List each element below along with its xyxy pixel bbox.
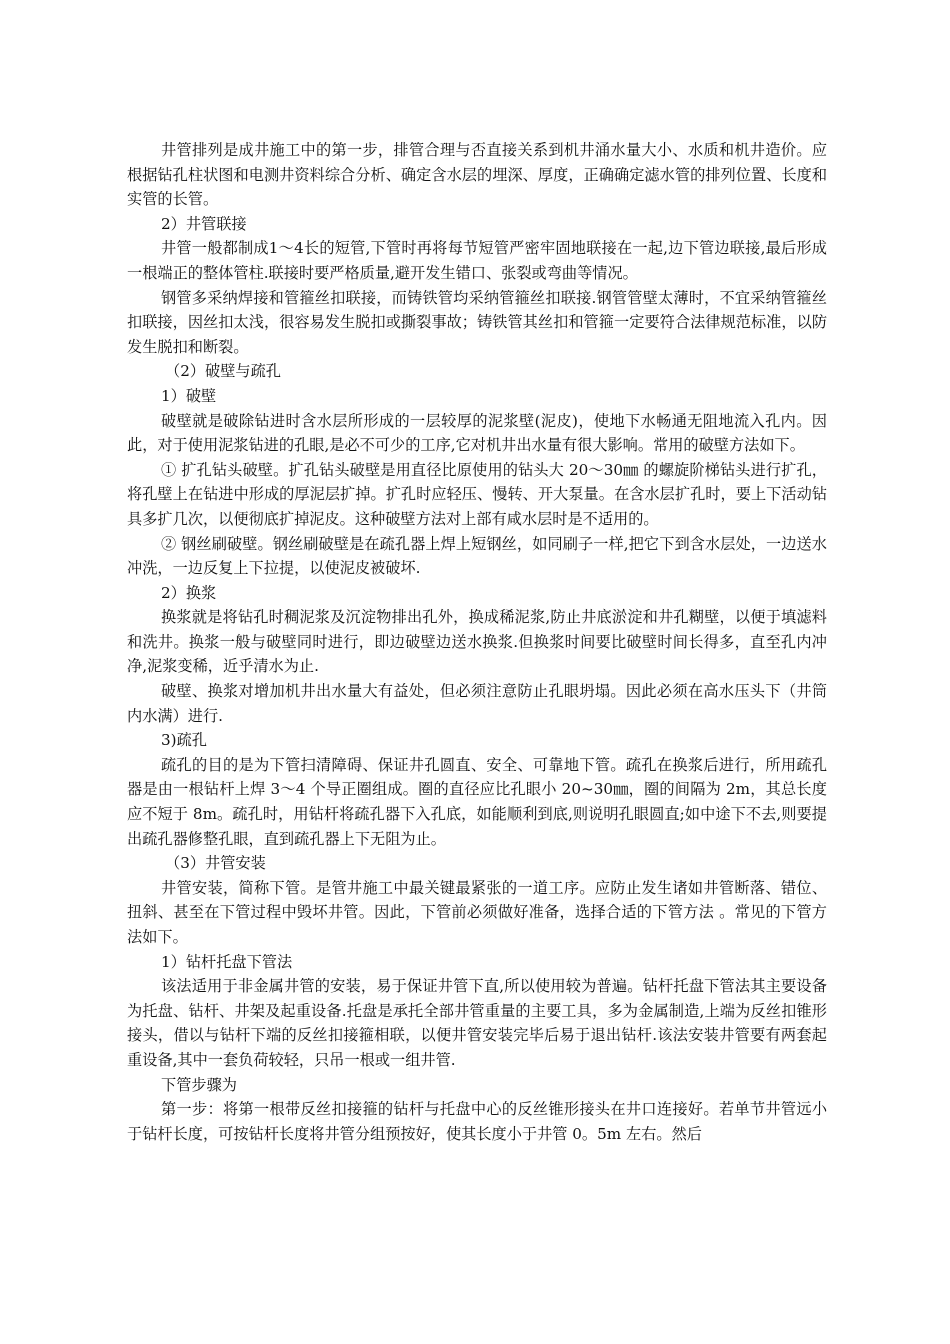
section-heading: 2）换浆 [161, 583, 217, 602]
section-heading: 3)疏孔 [161, 731, 207, 750]
section-heading: 下管步骤为 [161, 1075, 237, 1094]
paragraph: 井管一般都制成1～4长的短管,下管时再将每节短管严密牢固地联接在一起,边下管边联接,最后形成一根端正的整体管柱.联接时要严格质量,避开发生错口、张裂或弯曲等情况。 [127, 239, 827, 282]
section-heading: （3）井管安装 [165, 854, 266, 873]
paragraph: ② 钢丝刷破壁。钢丝刷破壁是在疏孔器上焊上短钢丝，如同刷子一样,把它下到含水层处，一边送水冲洗，一边反复上下拉提，以使泥皮被破坏. [127, 534, 827, 578]
paragraph: 换浆就是将钻孔时稠泥浆及沉淀物排出孔外，换成稀泥浆,防止井底淤淀和井孔糊壁，以便于填滤料和洗井。换浆一般与破壁同时进行，即边破壁边送水换浆.但换浆时间要比破壁时间长得多，直至孔内冲净,泥浆变稀，近乎清水为止. [127, 608, 827, 676]
paragraph: 井管安装，简称下管。是管井施工中最关键最紧张的一道工序。应防止发生诸如井管断落、错位、扭斜、甚至在下管过程中毁坏井管。因此，下管前必须做好准备，选择合适的下管方法 。常见的下管方法如下。 [127, 878, 827, 946]
paragraph: 钢管多采纳焊接和管箍丝扣联接，而铸铁管均采纳管箍丝扣联接.钢管管壁太薄时，不宜采纳管箍丝扣联接，因丝扣太浅，很容易发生脱扣或撕裂事故；铸铁管其丝扣和管箍一定要符合法律规范标准，以防发生脱扣和断裂。 [127, 288, 827, 356]
section-heading: 1）钻杆托盘下管法 [161, 952, 293, 971]
section-heading: 2）井管联接 [161, 214, 247, 233]
paragraph: 井管排列是成井施工中的第一步，排管合理与否直接关系到机井涌水量大小、水质和机井造价。应根据钻孔柱状图和电测井资料综合分析、确定含水层的埋深、厚度，正确确定滤水管的排列位置、长度和实管的长管。 [127, 141, 827, 209]
section-heading: （2）破壁与疏孔 [165, 362, 281, 381]
paragraph: 疏孔的目的是为下管扫清障碍、保证井孔圆直、安全、可靠地下管。疏孔在换浆后进行，所用疏孔器是由一根钻杆上焊 3～4 个导正圈组成。圈的直径应比孔眼小 20~30㎜，圈的间隔为 2m，其总长度应不短于 8m。疏孔时，用钻杆将疏孔器下入孔底，如能顺利到底,则说明孔眼圆直;如中途下不去,则要提出疏孔器修整孔眼，直到疏孔器上下无阻为止。 [127, 755, 827, 848]
paragraph: ① 扩孔钻头破壁。扩孔钻头破壁是用直径比原使用的钻头大 20～30㎜ 的螺旋阶梯钻头进行扩孔，将孔壁上在钻进中形成的厚泥层扩掉。扩孔时应轻压、慢转、开大泵量。在含水层扩孔时，要上下活动钻具多扩几次，以便彻底扩掉泥皮。这种破壁方法对上部有咸水层时是不适用的。 [127, 460, 827, 528]
paragraph: 破壁就是破除钻进时含水层所形成的一层较厚的泥浆壁(泥皮)，使地下水畅通无阻地流入孔内。因此，对于使用泥浆钻进的孔眼,是必不可少的工序,它对机井出水量有很大影响。常用的破壁方法如下。 [127, 411, 827, 455]
document-body [127, 138, 827, 1146]
paragraph: 破壁、换浆对增加机井出水量大有益处，但必须注意防止孔眼坍塌。因此必须在高水压头下（井筒内水满）进行. [127, 682, 827, 725]
paragraph: 第一步：将第一根带反丝扣接箍的钻杆与托盘中心的反丝锥形接头在井口连接好。若单节井管远小于钻杆长度，可按钻杆长度将井管分组预按好，使其长度小于井管 0。5m 左右。然后 [127, 1100, 827, 1143]
paragraph: 该法适用于非金属井管的安装，易于保证井管下直,所以使用较为普遍。钻杆托盘下管法其主要设备为托盘、钻杆、井架及起重设备.托盘是承托全部井管重量的主要工具，多为金属制造,上端为反丝扣锥形接头，借以与钻杆下端的反丝扣接箍相联，以便井管安装完毕后易于退出钻杆.该法安装井管要有两套起重设备,其中一套负荷较轻，只吊一根或一组井管. [127, 977, 827, 1069]
section-heading: 1）破壁 [161, 386, 217, 405]
